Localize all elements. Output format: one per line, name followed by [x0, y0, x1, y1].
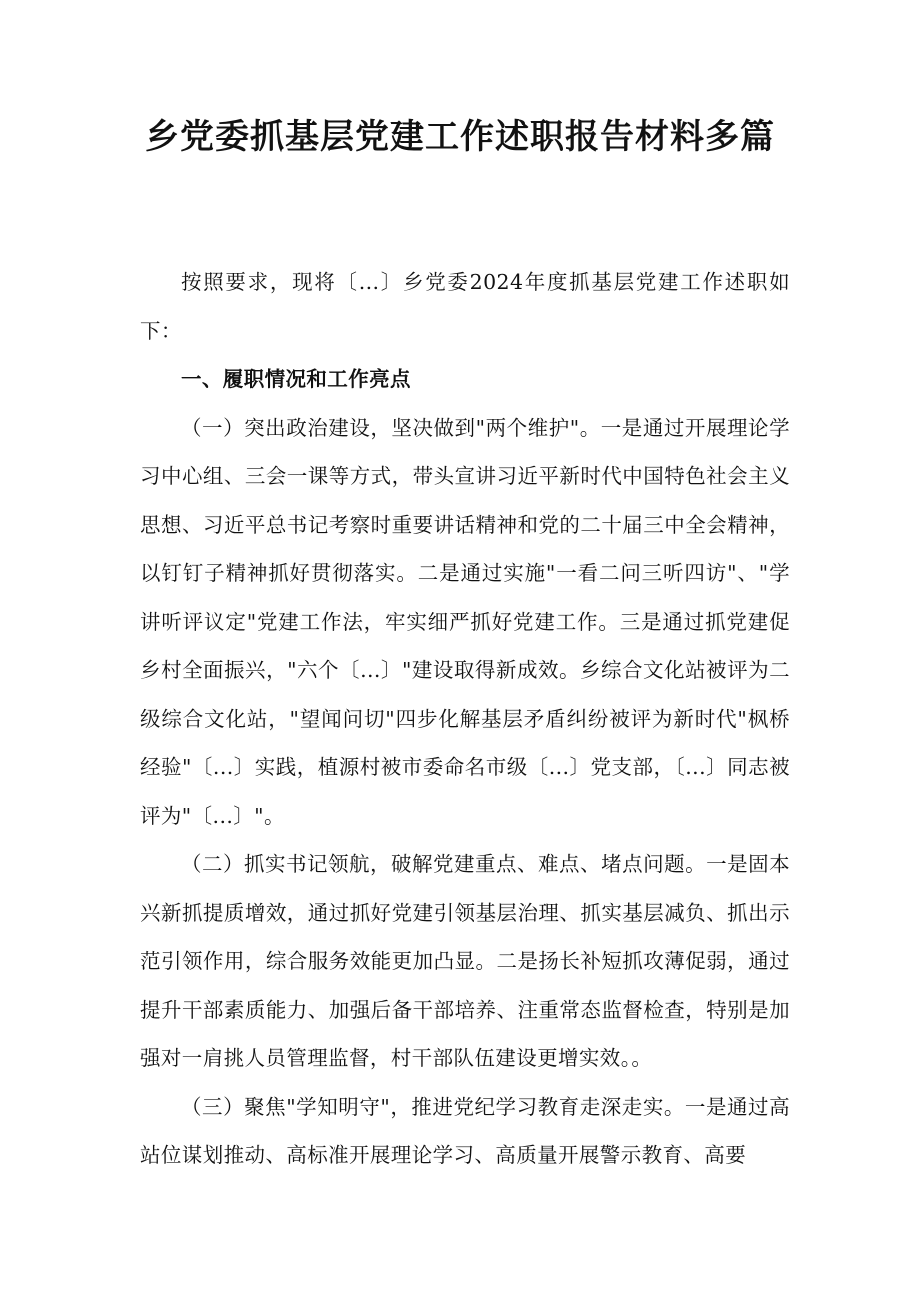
section-heading: 一、履职情况和工作亮点 [181, 367, 411, 391]
document-body [140, 258, 790, 1180]
document-title: 乡党委抓基层党建工作述职报告材料多篇 [145, 117, 775, 157]
intro-paragraph: 按照要求，现将〔...〕乡党委2024年度抓基层党建工作述职如下： [140, 270, 790, 343]
paragraph-secretary-leadership: （二）抓实书记领航，破解党建重点、难点、堵点问题。一是固本兴新抓提质增效，通过抓好党建引领基层治理、抓实基层减负、抓出示范引领作用，综合服务效能更加凸显。二是扬长补短抓攻薄促弱，通过提升干部素质能力、加强后备干部培养、注重常态监督检查，特别是加强对一肩挑人员管理监督，村干部队伍建设更增实效。。 [140, 852, 790, 1070]
paragraph-political-building: （一）突出政治建设，坚决做到"两个维护"。一是通过开展理论学习中心组、三会一课等方式，带头宣讲习近平新时代中国特色社会主义思想、习近平总书记考察时重要讲话精神和党的二十届三中全会精神，以钉钉子精神抓好贯彻落实。二是通过实施"一看二问三听四访"、"学讲听评议定"党建工作法，牢实细严抓好党建工作。三是通过抓党建促乡村全面振兴，"六个〔...〕"建设取得新成效。乡综合文化站被评为二级综合文化站，"望闻问切"四步化解基层矛盾纠纷被评为新时代"枫桥经验"〔...〕实践，植源村被市委命名市级〔...〕党支部，〔...〕同志被评为"〔...〕"。 [140, 415, 790, 828]
paragraph-discipline-education: （三）聚焦"学知明守"，推进党纪学习教育走深走实。一是通过高站位谋划推动、高标准开展理论学习、高质量开展警示教育、高要 [140, 1094, 790, 1167]
